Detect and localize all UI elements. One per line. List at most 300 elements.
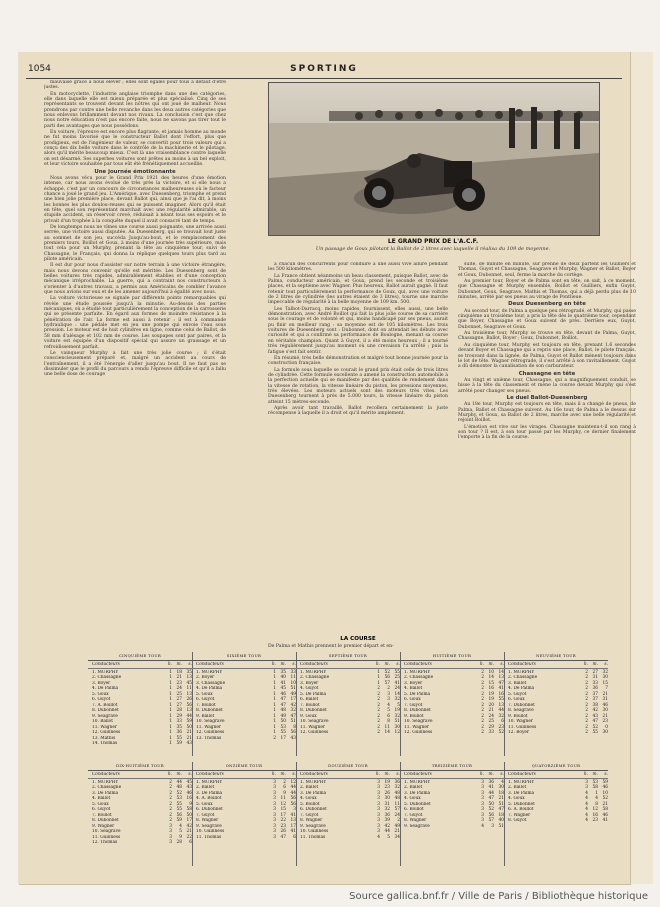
time-value: 1 xyxy=(377,669,380,675)
time-value: 57 xyxy=(394,807,400,812)
driver-name: 13. Mathis xyxy=(92,735,116,741)
time-value: 4 xyxy=(387,702,390,708)
driver-name: 9. Seagrave xyxy=(300,823,326,829)
time-value: 5 xyxy=(397,702,400,708)
time-value: 48 xyxy=(394,796,400,801)
time-value: 12 xyxy=(290,779,296,785)
driver-name: 1. MURPHY xyxy=(92,779,119,785)
time-value: 47 xyxy=(498,807,504,812)
time-value: 50 xyxy=(488,801,494,807)
column-header: h. xyxy=(271,662,276,667)
time-value: 15 xyxy=(602,680,608,686)
time-value: 2 xyxy=(169,779,172,785)
time-value: 3 xyxy=(273,796,276,801)
column-header: m. xyxy=(592,772,598,777)
time-value: 58 xyxy=(602,807,608,812)
driver-name: 1. MURPHY xyxy=(300,669,327,675)
time-value: 3 xyxy=(273,801,276,807)
time-value: 2 xyxy=(273,735,276,741)
driver-name: 8. Guyot xyxy=(508,818,527,823)
time-value: 32 xyxy=(394,785,400,790)
time-value: 41 xyxy=(488,785,494,790)
time-value: 2 xyxy=(585,713,588,719)
paragraph: La formule sous laquelle se courait le grand prix était celle de trois litres de cylindrée. Cette formule excellente a amené la construction automobile à la perfection actuelle qui se manifeste par des qualités de rendement dans la vitesse de rotation, la vitesse linéaire du piston, les pressions moyennes, très élevées. Les moteurs actuels sont des moteurs très vites. Les Duesenberg tournent à près de 5.000 tours, la vitesse linéaire du piston atteint 15 mètres-seconde. xyxy=(268,367,448,405)
lap-table-header xyxy=(400,772,504,779)
time-value: 9 xyxy=(179,834,182,840)
time-value: 2 xyxy=(169,812,172,818)
time-value: 42 xyxy=(384,823,390,829)
driver-name: 10. Guinness xyxy=(196,829,225,834)
time-value: 7 xyxy=(605,686,608,691)
time-value: 23 xyxy=(280,823,286,829)
lap-table-header xyxy=(400,662,504,669)
time-value: 2 xyxy=(283,779,286,785)
subheading: Une journée émotionnante xyxy=(94,168,176,175)
time-value: 43 xyxy=(186,785,192,790)
time-value: 9 xyxy=(283,790,286,796)
driver-name: 4. Goux xyxy=(404,796,421,801)
lap-table-header xyxy=(88,772,192,779)
lap-table xyxy=(88,762,193,866)
time-value: 3 xyxy=(169,840,172,845)
driver-name: 6. Goux xyxy=(508,697,525,702)
time-value: 49 xyxy=(290,691,296,697)
time-value: 2 xyxy=(481,719,484,724)
time-value: 2 xyxy=(377,697,380,702)
time-value: 37 xyxy=(592,697,598,702)
time-value: 29 xyxy=(176,713,182,719)
time-value: 1 xyxy=(377,675,380,680)
time-value: 21 xyxy=(488,708,494,713)
time-value: 28 xyxy=(176,840,182,845)
driver-name: 9. Boillot xyxy=(508,713,528,719)
driver-name: 9. Seagrave xyxy=(92,713,118,719)
paragraph: En motocyclette, l'industrie anglaise triomphe dans une des catégories, elle dans laquelle elle est mieux préparée et plus spécialisé. Cinq de ses représentants se trouvent devant les nôtres qui ont joué de malheur. Nous prendrons par contre une belle revanche dans les deux autres catégories que nous enlevons brillamment devant nos rivaux. La conclusion c'est que chez nous notre éducation n'est pas encore faite, nous ne savons pas tirer tout le parti des avantages que nous possédons. xyxy=(44,91,226,129)
driver-name: 11. Thomas xyxy=(196,834,222,840)
time-value: 18 xyxy=(176,669,182,675)
column-header: h. xyxy=(271,772,276,777)
lap-table xyxy=(400,762,505,866)
driver-name: 3. Boyer xyxy=(404,680,423,686)
paragraph: mauvaise grâce à nous élever ; elles sont égales pour tous à défaut d'être justes. xyxy=(44,80,226,91)
driver-name: 12. Guinness xyxy=(300,730,329,735)
time-value: 23 xyxy=(602,719,608,724)
time-value: 2 xyxy=(585,675,588,680)
time-value: 17 xyxy=(280,812,286,818)
time-value: 3 xyxy=(273,818,276,823)
time-value: 49 xyxy=(280,713,286,719)
time-value: 21 xyxy=(602,801,608,807)
driver-name: 7. Guyot xyxy=(404,812,423,818)
time-value: 43 xyxy=(290,735,296,741)
time-value: 4 xyxy=(585,818,588,823)
time-value: 48 xyxy=(280,708,286,713)
time-value: 3 xyxy=(377,785,380,790)
time-value: 1 xyxy=(273,691,276,697)
driver-name: 9. Wagner xyxy=(92,823,115,829)
column-header: Conducteurs xyxy=(508,772,536,777)
time-value: 33 xyxy=(290,669,296,675)
time-value: 22 xyxy=(186,834,192,840)
time-value: 3 xyxy=(273,812,276,818)
time-value: 2 xyxy=(481,724,484,730)
driver-name: 2. Chassagne xyxy=(300,675,330,680)
driver-name: 7. Boillot xyxy=(300,702,320,708)
time-value: 1 xyxy=(273,713,276,719)
time-value: 8 xyxy=(595,801,598,807)
paragraph: Au cinquième tour, Murphy est toujours en tête, prenant 1.6 secondes devant Boyer et Chassagne qui a repris une place, Ballot, le pilote français, se trouvant dans la lignée, de Palma, Guyot et Ballot mènent toujours dans le lot de tête. Wagner rétrograde, il s'est arrêté à son ravitaillement. Guyot a dû démonter la canalisation de son carburateur. xyxy=(458,342,636,370)
driver-name: 10. Seagrave xyxy=(196,719,225,724)
time-value: 11 xyxy=(384,724,390,730)
time-value: 57 xyxy=(488,818,494,823)
time-value: 17 xyxy=(280,735,286,741)
driver-name: 7. Boillot xyxy=(196,702,216,708)
driver-name: 8. Wagner xyxy=(404,818,427,823)
time-value: 41 xyxy=(602,818,608,823)
time-value: 3 xyxy=(273,807,276,812)
driver-name: 10. Ballot xyxy=(92,719,113,724)
driver-name: 3. De Palma xyxy=(92,790,119,796)
time-value: 36 xyxy=(488,779,494,785)
time-value: 6 xyxy=(283,785,286,790)
column-header: Conducteurs xyxy=(300,662,328,667)
driver-name: 12. Guinness xyxy=(92,730,121,735)
time-value: 21 xyxy=(602,713,608,719)
column-header: Conducteurs xyxy=(404,662,432,667)
driver-name: 3. De Palma xyxy=(404,790,431,796)
time-value: 52 xyxy=(592,724,598,730)
driver-name: 9. Boillot xyxy=(404,713,424,719)
time-value: 59 xyxy=(186,719,192,724)
driver-name: 5. Guyot xyxy=(508,691,527,697)
time-value: 2 xyxy=(481,669,484,675)
time-value: 3 xyxy=(377,823,380,829)
article-column-3 xyxy=(458,262,636,637)
driver-name: 10. Seagrave xyxy=(404,719,433,724)
time-value: 42 xyxy=(592,708,598,713)
time-value: 1 xyxy=(273,686,276,691)
time-value: 3 xyxy=(377,790,380,796)
driver-name: 5. De Palma xyxy=(300,691,327,697)
driver-name: 3. Boyer xyxy=(92,680,111,686)
lap-table-header xyxy=(88,662,192,669)
time-value: 56 xyxy=(290,796,296,801)
time-value: 43 xyxy=(592,713,598,719)
time-value: 32 xyxy=(394,697,400,702)
table-row xyxy=(88,741,192,747)
driver-name: 10. Seagrave xyxy=(300,719,329,724)
time-value: 3 xyxy=(273,834,276,840)
column-header: m. xyxy=(488,772,494,777)
table-row xyxy=(504,730,608,736)
driver-name: 1. MURPHY xyxy=(300,779,327,785)
driver-name: 11. Thomas xyxy=(300,834,326,840)
lap-table-title: QUATORZIÈME TOUR xyxy=(504,762,608,771)
time-value: 11 xyxy=(290,675,296,680)
time-value: 41 xyxy=(498,686,504,691)
time-value: 5 xyxy=(179,829,182,834)
lap-table-title: SIXIÈME TOUR xyxy=(192,652,296,661)
time-value: 1 xyxy=(273,719,276,724)
driver-name: 2. Boyer xyxy=(196,675,215,680)
column-header: h. xyxy=(167,662,172,667)
time-value: 55 xyxy=(592,730,598,735)
driver-name: 1. MURPHY xyxy=(196,669,223,675)
driver-name: 1. MURPHY xyxy=(404,669,431,675)
time-value: 56 xyxy=(488,812,494,818)
time-value: 51 xyxy=(290,686,296,691)
column-header: h. xyxy=(479,772,484,777)
time-value: 50 xyxy=(186,812,192,818)
time-value: 3 xyxy=(377,807,380,812)
time-value: 2 xyxy=(481,708,484,713)
time-value: 53 xyxy=(592,779,598,785)
column-header: Conducteurs xyxy=(196,772,224,777)
driver-name: 8. Dubonnet xyxy=(92,708,119,713)
time-value: 47 xyxy=(280,834,286,840)
driver-name: 11. Guinness xyxy=(508,724,537,730)
time-value: 3 xyxy=(481,785,484,790)
time-value: 44 xyxy=(290,790,296,796)
driver-name: 4. Ballot xyxy=(404,686,423,691)
paragraph: L'émotion est vive sur les virages. Chassagne maintenu-t-il son rang à son tour ? Il est, à son tour passé par les Murphy, ce dernier finalement l'emporte à la fin de la course. xyxy=(458,424,636,441)
driver-name: 2. Ballot xyxy=(508,785,527,790)
time-value: 1 xyxy=(273,724,276,730)
driver-name: 4. De Palma xyxy=(92,686,119,691)
column-header: h. xyxy=(167,772,172,777)
time-value: 46 xyxy=(602,785,608,790)
time-value: 18 xyxy=(498,812,504,818)
driver-name: 8. Dubonnet xyxy=(300,708,327,713)
time-value: 1 xyxy=(169,730,172,735)
lap-table-header xyxy=(192,662,296,669)
time-value: 15 xyxy=(488,680,494,686)
time-value: 1 xyxy=(169,735,172,741)
driver-name: 1. MURPHY xyxy=(508,669,535,675)
time-value: 3 xyxy=(169,823,172,829)
column-header: h. xyxy=(583,772,588,777)
time-value: 30 xyxy=(394,724,400,730)
time-value: 47 xyxy=(290,713,296,719)
driver-name: 7. Wagner xyxy=(508,812,531,818)
time-value: 4 xyxy=(585,812,588,818)
driver-name: 2. Ballot xyxy=(300,785,319,790)
table-row xyxy=(400,730,504,736)
time-value: 26 xyxy=(280,829,286,834)
time-value: 30 xyxy=(602,730,608,735)
time-value: 2 xyxy=(377,691,380,697)
time-value: 16 xyxy=(488,686,494,691)
time-value: 59 xyxy=(602,779,608,785)
time-value: 35 xyxy=(280,669,286,675)
table-row xyxy=(192,736,296,742)
driver-name: 9. Ballot xyxy=(196,713,215,719)
time-value: 3 xyxy=(387,697,390,702)
time-value: 4 xyxy=(585,801,588,807)
time-value: 1 xyxy=(169,675,172,680)
time-value: 46 xyxy=(602,812,608,818)
time-value: 1 xyxy=(273,669,276,675)
time-value: 40 xyxy=(280,675,286,680)
driver-name: 8. Seagrave xyxy=(508,708,534,713)
time-value: 32 xyxy=(290,708,296,713)
time-value: 51 xyxy=(290,719,296,724)
driver-name: 8. Dubonnet xyxy=(196,708,223,713)
time-value: 56 xyxy=(290,801,296,807)
time-value: 14 xyxy=(384,730,390,735)
time-value: 16 xyxy=(498,691,504,697)
paragraph: Le vainqueur Murphy a fait une très jolie course ; il s'était consciencieusement préparé et, malgré un accident au cours de l'entraînement, il a été l'énergie d'aller jusqu'au bout. Il ne faut pas se dissimuler que le profil du parcours a rendu l'épreuve difficile et qu'il a fallu une belle dose de courage xyxy=(44,350,226,378)
time-value: 29 xyxy=(488,724,494,730)
column-header: m. xyxy=(176,772,182,777)
time-value: 30 xyxy=(602,708,608,713)
time-value: 13 xyxy=(290,818,296,823)
time-value: 42 xyxy=(290,702,296,708)
driver-name: 9. Seagrave xyxy=(196,823,222,829)
time-value: 13 xyxy=(186,708,192,713)
column-header: m. xyxy=(592,662,598,667)
time-value: 52 xyxy=(602,796,608,801)
column-header: s. xyxy=(292,772,296,777)
time-value: 2 xyxy=(169,785,172,790)
paragraph: De Palma et Mathis prennent le premier départ et en- xyxy=(268,644,394,649)
time-value: 1 xyxy=(169,702,172,708)
time-value: 46 xyxy=(602,702,608,708)
lap-table-header xyxy=(504,772,608,779)
time-value: 45 xyxy=(186,680,192,686)
column-header: s. xyxy=(188,662,192,667)
driver-name: 5. Goux xyxy=(92,691,109,697)
lap-table-title: SEPTIÈME TOUR xyxy=(296,652,400,661)
driver-name: 5. Goux xyxy=(196,801,213,807)
driver-name: 11. Guinness xyxy=(92,834,121,840)
column-header: s. xyxy=(604,772,608,777)
time-value: 21 xyxy=(394,829,400,834)
time-value: 50 xyxy=(186,724,192,730)
driver-name: 11. Wagner xyxy=(92,724,117,730)
paragraph: Au 18e tour, Murphy est toujours en tête, mais il a changé de pneus, de Palma, Ballot et Chassagne suivent. Au 16e tour, de Palma a le dessus sur Murphy, et Goux, sa Ballot de 2 litres, marche avec une belle régularité et rejoint Boillot. xyxy=(458,402,636,424)
time-value: 3 xyxy=(273,829,276,834)
time-value: 52 xyxy=(488,807,494,812)
time-value: 1 xyxy=(169,741,172,746)
time-value: 4 xyxy=(377,834,380,840)
driver-name: 10. Guinness xyxy=(300,829,329,834)
race-photo xyxy=(268,82,600,236)
time-value: 32 xyxy=(498,713,504,719)
paragraph: Après avoir tant travaillé, Ballot recollera certainement la juste récompense à laquelle il a droit et qu'il mérite amplement. xyxy=(268,405,448,417)
driver-name: 7. Guyot xyxy=(300,812,319,818)
time-value: 2 xyxy=(481,713,484,719)
time-value: 36 xyxy=(394,779,400,785)
column-header: s. xyxy=(500,772,504,777)
lap-table xyxy=(296,652,401,756)
paragraph: En voiture, l'épreuve est encore plus flagrante, et jamais homme au monde ne fut moins favorisé que le constructeur Ballot dont l'effort, plus que prodigieux, est de l'ingénieur de valeur, se convertit pour trois valeurs qui a conçu des dix belle voiture dans le contrôle de la machinerie et le pilotage, alors qu'il mérite beaucoup mieux. C'est là une vraisemblance contre laquelle on est désarmé. Ses superbes voitures sont prêtes au moins à un bel exploit, et leur victoire souhaitée par tous eût été frénétiquement accueillie. xyxy=(44,130,226,168)
time-value: 26 xyxy=(186,697,192,702)
time-value: 52 xyxy=(498,730,504,735)
time-value: 37 xyxy=(592,691,598,697)
driver-name: 9. Seagrave xyxy=(404,823,430,829)
driver-name: 13. Thomas xyxy=(196,735,222,741)
lap-table xyxy=(192,652,297,756)
time-value: 23 xyxy=(176,680,182,686)
time-value: 14 xyxy=(394,691,400,697)
time-value: 4 xyxy=(481,823,484,829)
time-value: 16 xyxy=(186,796,192,801)
time-value: 3 xyxy=(377,829,380,834)
column-header: m. xyxy=(280,662,286,667)
time-value: 27 xyxy=(176,702,182,708)
column-header: Conducteurs xyxy=(404,772,432,777)
time-value: 3 xyxy=(481,790,484,796)
time-value: 1 xyxy=(273,708,276,713)
time-value: 2 xyxy=(585,686,588,691)
column-header: s. xyxy=(500,662,504,667)
time-value: 25 xyxy=(488,719,494,724)
time-value: 24 xyxy=(394,812,400,818)
time-value: 10 xyxy=(488,669,494,675)
time-value: 45 xyxy=(280,686,286,691)
lap-table-title: CINQUIÈME TOUR xyxy=(88,652,192,661)
time-value: 2 xyxy=(377,708,380,713)
driver-name: 5. Goux xyxy=(196,691,213,697)
driver-name: 2. Ballot xyxy=(196,785,215,790)
time-value: 55 xyxy=(498,697,504,702)
driver-name: 10. Seagrave xyxy=(92,829,121,834)
time-value: 4 xyxy=(585,807,588,812)
driver-name: 9. Goux xyxy=(300,713,317,719)
header-rule xyxy=(26,78,622,79)
time-value: 21 xyxy=(186,735,192,741)
driver-name: 4. A. Boillot xyxy=(196,796,222,801)
driver-name: 7. Guyot xyxy=(196,812,215,818)
driver-name: 6. Guyot xyxy=(92,807,111,812)
time-value: 2 xyxy=(377,730,380,735)
time-value: 3 xyxy=(491,823,494,829)
time-value: 47 xyxy=(488,796,494,801)
subheading: Deux Duesenberg en tête xyxy=(508,301,586,308)
paragraph: Il est dur pour nous d'assister sur notre terrain à une victoire étrangère, mais nous devons convenir qu'elle est méritée. Les Duesenberg sont de belles voitures très rapides, admirablement établies et d'une conception mécanique irréprochable. La guerre, qui a contraint nos constructeurs à s'orienter à d'autres travaux, a permis aux Américains de combler l'avance que nous avions sur eux et de les amener aujourd'hui à égalité avec nous. xyxy=(44,263,226,296)
driver-name: 11. Wagner xyxy=(196,724,221,730)
time-value: 47 xyxy=(280,702,286,708)
time-value: 1 xyxy=(273,702,276,708)
column-header: m. xyxy=(384,772,390,777)
time-value: 41 xyxy=(280,680,286,686)
time-value: 24 xyxy=(394,686,400,691)
column-header: Conducteurs xyxy=(196,662,224,667)
time-value: 3 xyxy=(481,801,484,807)
table-row xyxy=(504,818,608,824)
time-value: 46 xyxy=(186,790,192,796)
lap-table xyxy=(400,652,505,756)
magazine-title: SPORTING xyxy=(290,64,358,74)
time-value: 52 xyxy=(176,790,182,796)
time-value: 26 xyxy=(384,790,390,796)
time-value: 30 xyxy=(602,675,608,680)
driver-name: 7. Dubonnet xyxy=(508,702,535,708)
time-value: 1 xyxy=(273,680,276,686)
driver-name: 1. MURPHY xyxy=(92,669,119,675)
time-value: 2 xyxy=(585,730,588,735)
time-value: 4 xyxy=(585,790,588,796)
page-header xyxy=(26,64,622,78)
driver-name: 6. Goux xyxy=(404,697,421,702)
time-value: 2 xyxy=(169,796,172,801)
time-value: 21 xyxy=(498,796,504,801)
time-value: 2 xyxy=(585,702,588,708)
time-value: 2 xyxy=(377,724,380,730)
time-value: 28 xyxy=(176,708,182,713)
time-value: 31 xyxy=(592,675,598,680)
